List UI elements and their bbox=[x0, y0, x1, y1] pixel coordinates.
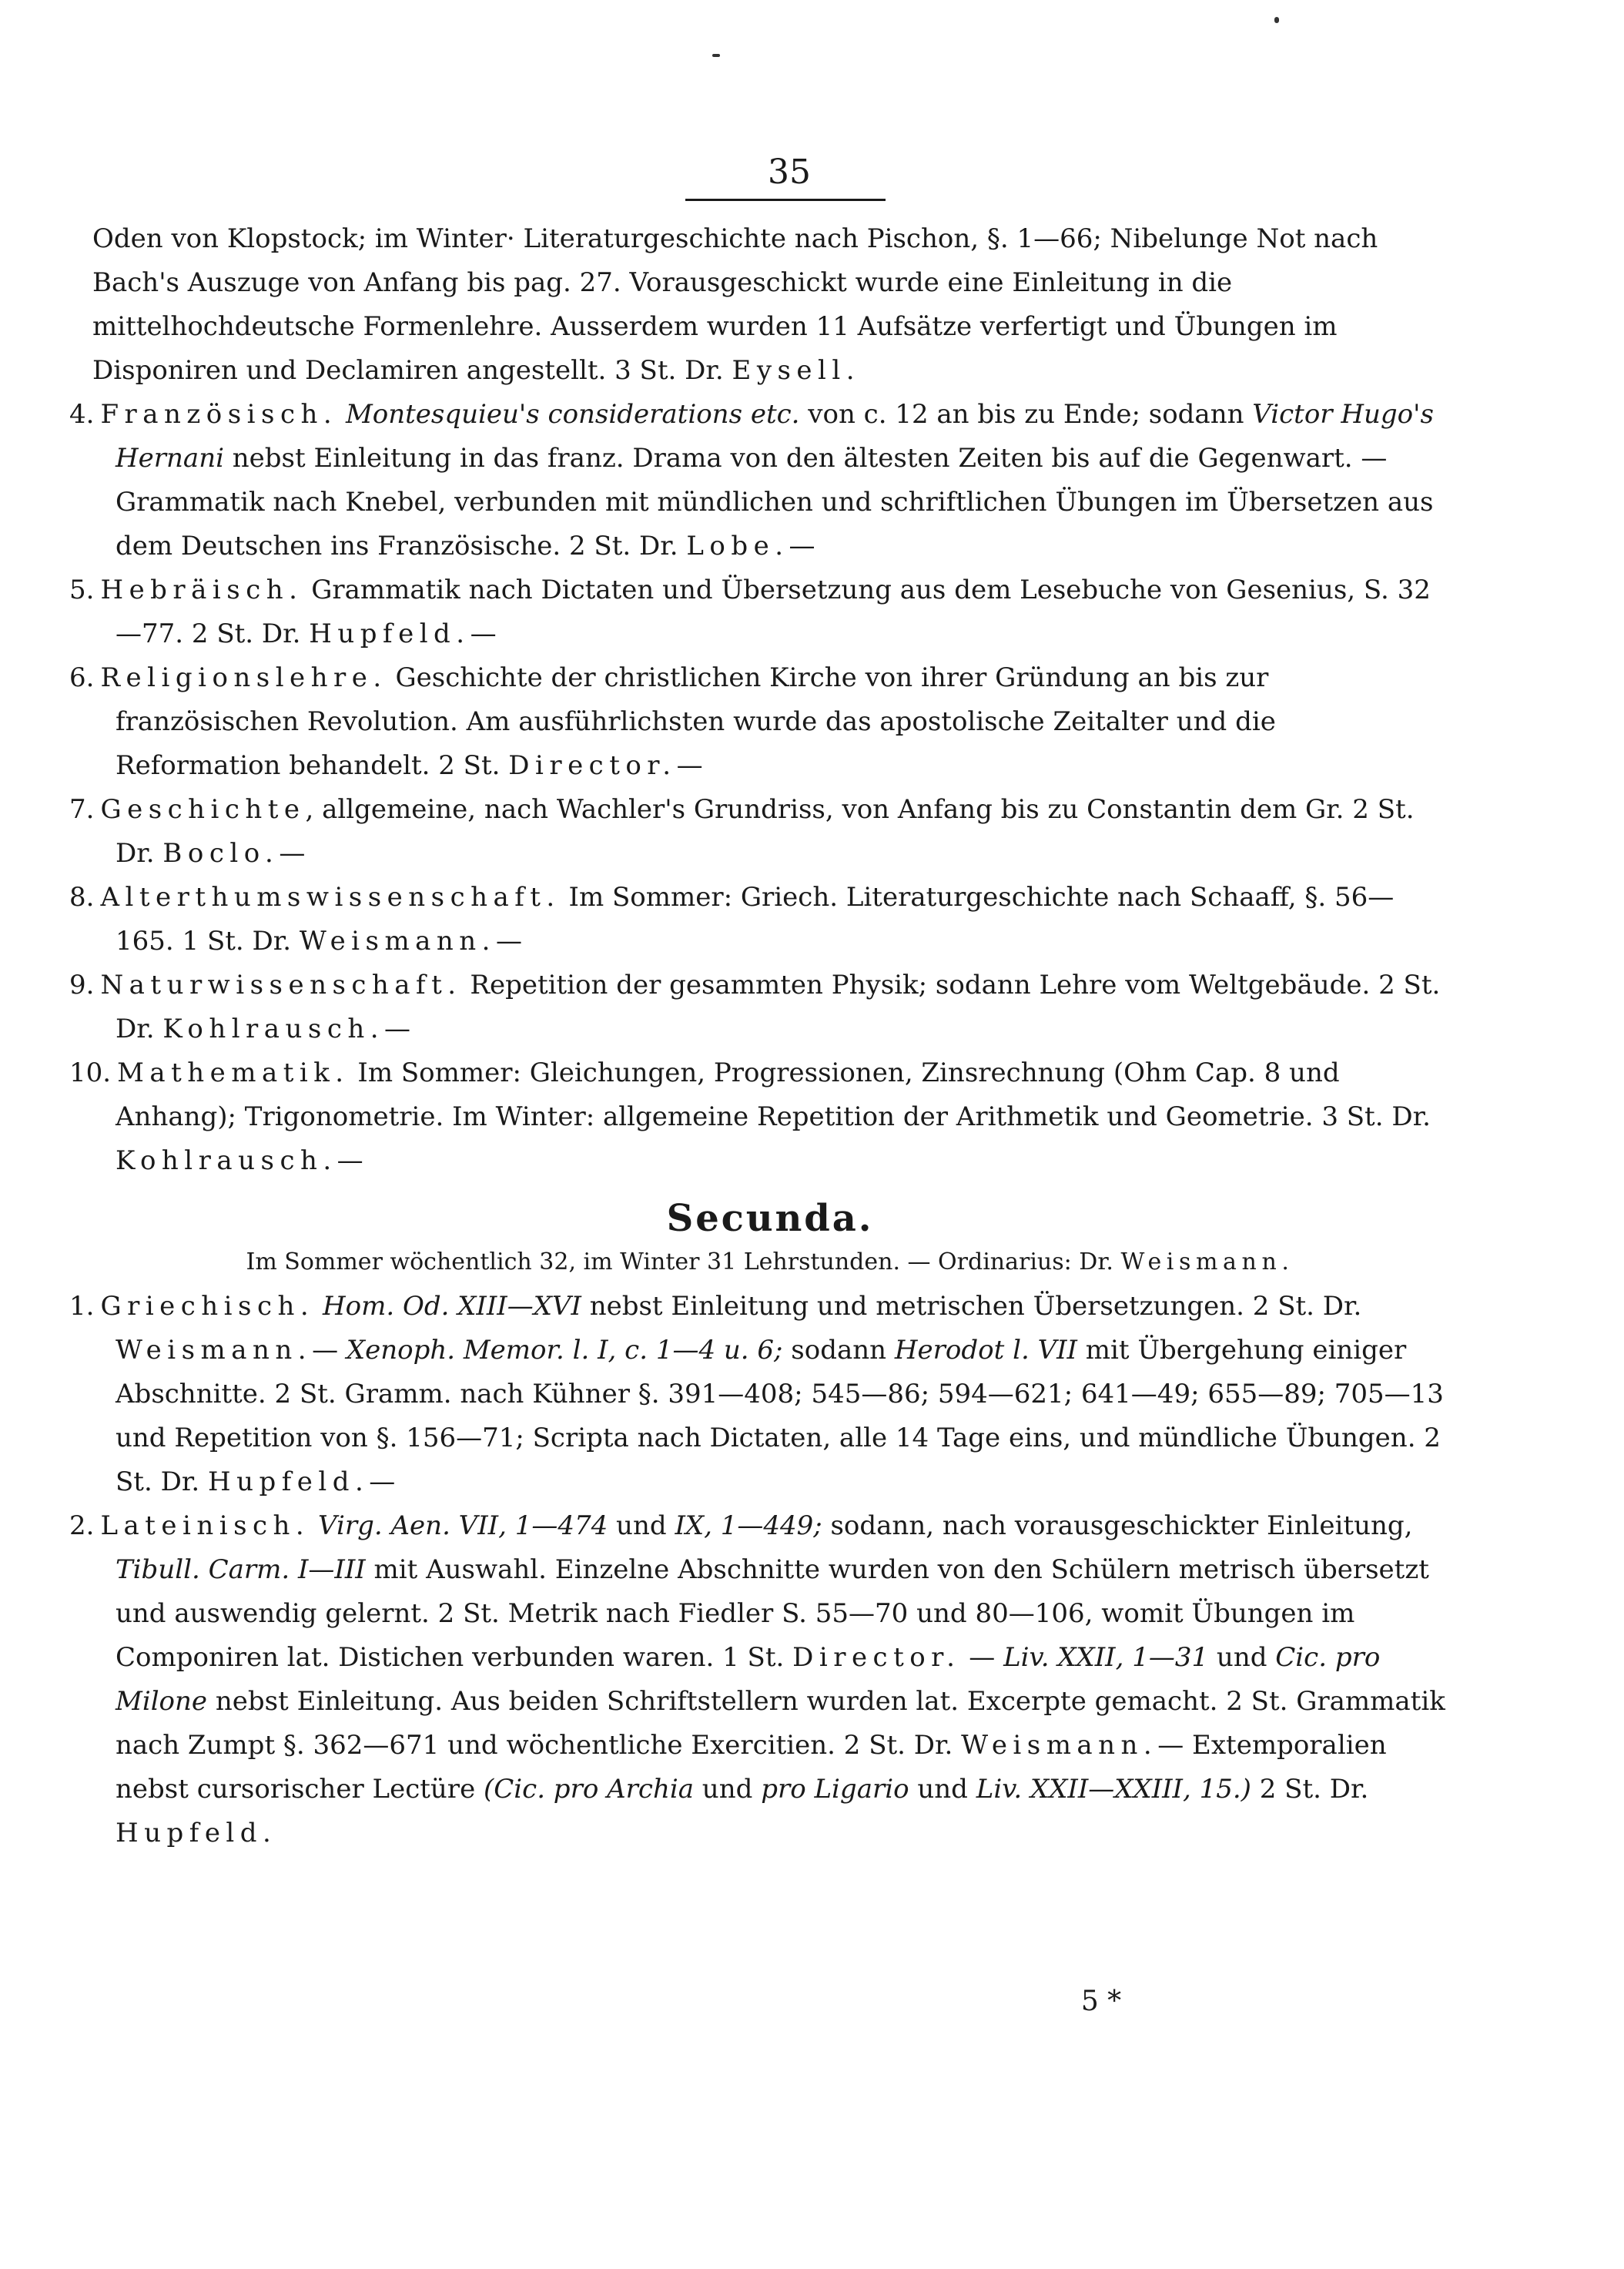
spaced-name: Lobe. bbox=[686, 531, 789, 561]
spaced-name: Director. bbox=[508, 750, 677, 781]
spaced-name: Hupfeld. bbox=[207, 1466, 370, 1497]
text-run: Grammatik nach Dictaten und Übersetzung aus dem Lesebuche von Gesenius, S. 32—77. 2 St. Dr. bbox=[116, 575, 1431, 649]
subject-entry bbox=[69, 1285, 1448, 1504]
text-run: — bbox=[312, 1335, 347, 1366]
text-run: — bbox=[789, 531, 815, 561]
spaced-name: Weismann. bbox=[116, 1335, 313, 1366]
ink-speck bbox=[1274, 17, 1279, 23]
text-run bbox=[310, 1510, 318, 1541]
entry-number: 10. bbox=[69, 1057, 112, 1088]
text-run: , allgemeine, nach Wachler's Grundriss, von Anfang bis zu Constantin dem Gr. 2 St. Dr. bbox=[116, 794, 1415, 869]
text-run bbox=[314, 1291, 323, 1322]
spaced-name: Weismann. bbox=[1120, 1248, 1294, 1275]
italic-title: IX, 1—449; bbox=[675, 1510, 822, 1541]
italic-title: Montesquieu's considerations etc. bbox=[345, 399, 800, 430]
subject-entry bbox=[69, 1051, 1448, 1183]
italic-title: Tibull. Carm. I—III bbox=[116, 1554, 366, 1585]
spaced-name: Geschichte bbox=[100, 794, 306, 825]
ink-speck bbox=[712, 54, 720, 57]
italic-title: Liv. XXII—XXIII, 15.) bbox=[976, 1774, 1251, 1805]
text-run: und bbox=[608, 1510, 675, 1541]
text-run: — bbox=[337, 1145, 363, 1176]
continued-paragraph bbox=[92, 217, 1448, 393]
text-run: — bbox=[279, 838, 306, 869]
entry-number: 5. bbox=[69, 575, 95, 605]
text-run: — bbox=[676, 750, 703, 781]
bottom-block bbox=[69, 1285, 1448, 1855]
text-run: sodann bbox=[782, 1335, 895, 1366]
page-number: 35 bbox=[768, 152, 811, 192]
spaced-name: Boclo. bbox=[162, 838, 280, 869]
text-run: und bbox=[694, 1774, 762, 1805]
signature-mark: 5 * bbox=[1080, 1986, 1122, 2017]
italic-title: Victor Hugo's Hernani bbox=[116, 399, 1434, 474]
text-run: Geschichte der christlichen Kirche von ihrer Gründung an bis zur französischen Revolution. Am ausführlichsten wurde das apostolische Zeitalter und die Reformation behandelt. 2 St. bbox=[116, 662, 1276, 781]
spaced-name: Hupfeld. bbox=[309, 618, 470, 649]
spaced-name: Französisch. bbox=[100, 399, 338, 430]
text-run: mit Auswahl. Einzelne Abschnitte wurden von den Schülern metrisch übersetzt und auswendig gelernt. 2 St. Metrik nach Fiedler S. 55—70 und 80—106, womit Übungen im Componiren lat. Distichen verbunden waren. 1 St. bbox=[116, 1554, 1429, 1673]
section-title: Secunda. bbox=[666, 1197, 874, 1240]
italic-title: (Cic. pro Archia bbox=[484, 1774, 694, 1805]
spaced-name: Mathematik. bbox=[117, 1057, 350, 1088]
text-run: Oden von Klopstock; im Winter· Literaturgeschichte nach Pischon, §. 1—66; Nibelunge Not nach Bach's Auszuge von Anfang bis pag. 27. Vorausgeschickt wurde eine Einleitung in die mittelhochdeutsche Formenlehre. Ausserdem wurden 11 Aufsätze verfertigt und Übungen im Disponiren und Declamiren angestellt. 3 St. Dr. bbox=[92, 223, 1378, 386]
text-run: Im Sommer wöchentlich 32, im Winter 31 Lehrstunden. — Ordinarius: Dr. bbox=[246, 1248, 1121, 1275]
text-run: und bbox=[909, 1774, 976, 1805]
spaced-name: Kohlrausch. bbox=[162, 1014, 385, 1044]
text-run: — Extemporalien nebst cursorischer Lectüre bbox=[116, 1730, 1387, 1805]
spaced-name: Griechisch. bbox=[100, 1291, 315, 1322]
spaced-name: Weismann. bbox=[299, 926, 496, 957]
spaced-name: Alterthumswissenschaft. bbox=[100, 882, 561, 913]
spaced-name: Kohlrausch. bbox=[116, 1145, 337, 1176]
spaced-name: Lateinisch. bbox=[100, 1510, 310, 1541]
text-run: Im Sommer: Gleichungen, Progressionen, Zinsrechnung (Ohm Cap. 8 und Anhang); Trigonometrie. Im Winter: allgemeine Repetition der Arithmetik und Geometrie. 3 St. Dr. bbox=[116, 1057, 1431, 1132]
entry-number: 9. bbox=[69, 970, 95, 1000]
subject-entry bbox=[69, 656, 1448, 788]
italic-title: Cic. pro Milone bbox=[116, 1642, 1381, 1717]
spaced-name: Hupfeld. bbox=[116, 1818, 277, 1848]
text-run: von c. 12 an bis zu Ende; sodann bbox=[799, 399, 1253, 430]
subject-entry bbox=[69, 568, 1448, 656]
top-block bbox=[69, 217, 1448, 1183]
text-run: — bbox=[384, 1014, 411, 1044]
spaced-name: Director. bbox=[792, 1642, 961, 1673]
spaced-name: Hebräisch. bbox=[100, 575, 303, 605]
section-subtitle bbox=[92, 1243, 1448, 1282]
page-body bbox=[69, 217, 1448, 1855]
text-run: nebst Einleitung in das franz. Drama von den ältesten Zeiten bis auf die Gegenwart. — Grammatik nach Knebel, verbunden mit mündlichen und schriftlichen Übungen im Übersetzen aus dem Deutschen ins Französische. 2 St. Dr. bbox=[116, 443, 1434, 561]
text-run: — bbox=[495, 926, 522, 957]
entry-number: 6. bbox=[69, 662, 95, 693]
spaced-name: Naturwissenschaft. bbox=[100, 970, 462, 1000]
italic-title: Hom. Od. XIII—XVI bbox=[322, 1291, 581, 1322]
subject-entry bbox=[69, 964, 1448, 1051]
text-run: nebst Einleitung. Aus beiden Schriftstellern wurden lat. Excerpte gemacht. 2 St. Grammatik nach Zumpt §. 362—671 und wöchentliche Exercitien. 2 St. Dr. bbox=[116, 1686, 1445, 1761]
entry-number: 8. bbox=[69, 882, 95, 913]
subject-entry bbox=[69, 788, 1448, 876]
text-run bbox=[337, 399, 346, 430]
entry-number: 4. bbox=[69, 399, 95, 430]
entry-number: 2. bbox=[69, 1510, 95, 1541]
page-number-rule bbox=[685, 199, 886, 201]
italic-title: Herodot l. VII bbox=[894, 1335, 1077, 1366]
spaced-name: Eysell. bbox=[732, 355, 861, 386]
text-run: — bbox=[960, 1642, 1004, 1673]
spaced-name: Weismann. bbox=[961, 1730, 1158, 1761]
italic-title: pro Ligario bbox=[761, 1774, 909, 1805]
text-run: Im Sommer: Griech. Literaturgeschichte nach Schaaff, §. 56—165. 1 St. Dr. bbox=[116, 882, 1395, 957]
text-run: nebst Einleitung und metrischen Übersetzungen. 2 St. Dr. bbox=[581, 1291, 1362, 1322]
text-run: und bbox=[1208, 1642, 1276, 1673]
italic-title: Liv. XXII, 1—31 bbox=[1003, 1642, 1209, 1673]
text-run: mit Übergehung einiger Abschnitte. 2 St. Gramm. nach Kühner §. 391—408; 545—86; 594—621; 641—49; 655—89; 705—13 und Repetition von §. 156—71; Scripta nach Dictaten, alle 14 Tage eins, und mündliche Übungen. 2 St. Dr. bbox=[116, 1335, 1444, 1497]
text-run: sodann, nach vorausgeschickter Einleitung, bbox=[822, 1510, 1413, 1541]
entry-number: 1. bbox=[69, 1291, 95, 1322]
italic-title: Virg. Aen. VII, 1—474 bbox=[318, 1510, 608, 1541]
text-run: — bbox=[369, 1466, 396, 1497]
subject-entry bbox=[69, 1504, 1448, 1855]
subject-entry bbox=[69, 393, 1448, 568]
subject-entry bbox=[69, 876, 1448, 964]
text-run: 2 St. Dr. bbox=[1251, 1774, 1369, 1805]
italic-title: Xenoph. Memor. l. I, c. 1—4 u. 6; bbox=[346, 1335, 783, 1366]
text-run: — bbox=[470, 618, 497, 649]
spaced-name: Religionslehre. bbox=[100, 662, 387, 693]
entry-number: 7. bbox=[69, 794, 95, 825]
text-run: Repetition der gesammten Physik; sodann Lehre vom Weltgebäude. 2 St. Dr. bbox=[116, 970, 1441, 1044]
